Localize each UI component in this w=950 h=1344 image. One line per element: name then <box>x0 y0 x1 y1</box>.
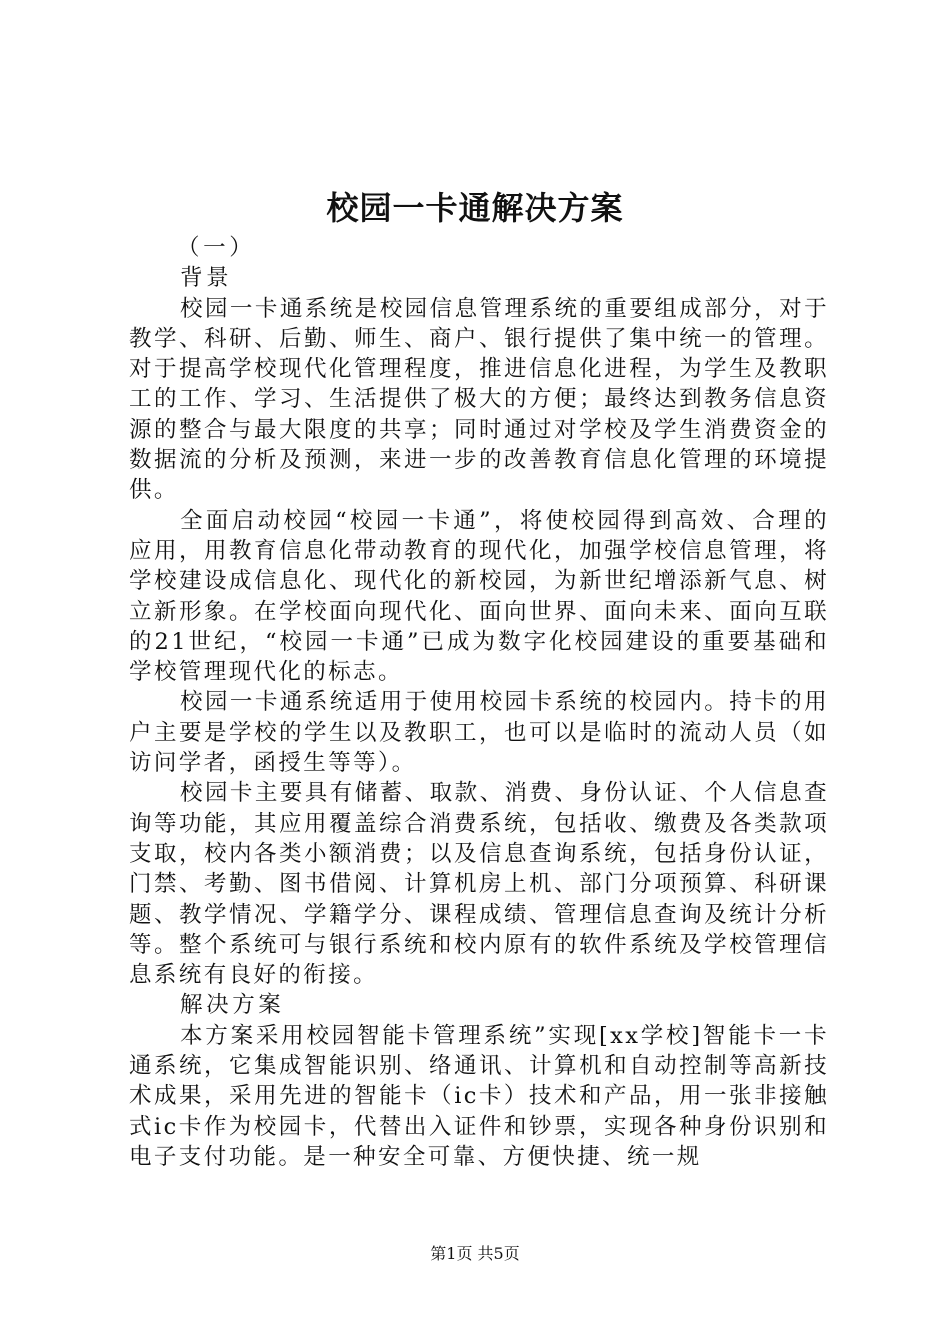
document-body <box>129 233 829 1172</box>
paragraph: 本方案采用校园智能卡管理系统”实现[xx学校]智能卡一卡通系统，它集成智能识别、络通讯、计算机和自动控制等高新技术成果，采用先进的智能卡（ic卡）技术和产品，用一张非接触式ic卡作为校园卡，代替出入证件和钞票，实现各种身份识别和电子支付功能。是一种安全可靠、方便快捷、统一规 <box>129 1022 829 1170</box>
paragraph: 校园卡主要具有储蓄、取款、消费、身份认证、个人信息查询等功能，其应用覆盖综合消费系统，包括收、缴费及各类款项支取，校内各类小额消费；以及信息查询系统，包括身份认证，门禁、考勤、图书借阅、计算机房上机、部门分项预算、科研课题、教学情况、学籍学分、课程成绩、管理信息查询及统计分析等。整个系统可与银行系统和校内原有的软件系统及学校管理信息系统有良好的衔接。 <box>129 780 829 989</box>
page-footer: 第1页 共5页 <box>430 1244 520 1263</box>
heading-solution: 解决方案 <box>180 992 285 1019</box>
document-title: 校园一卡通解决方案 <box>326 189 624 227</box>
section-marker: （一） <box>177 235 256 261</box>
paragraph: 校园一卡通系统是校园信息管理系统的重要组成部分，对于教学、科研、后勤、师生、商户、银行提供了集中统一的管理。对于提高学校现代化管理程度，推进信息化进程，为学生及教职工的工作、学习、生活提供了极大的方便；最终达到教务信息资源的整合与最大限度的共享；同时通过对学校及学生消费资金的数据流的分析及预测，来进一步的改善教育信息化管理的环境提供。 <box>129 295 829 504</box>
heading-background: 背景 <box>180 265 233 292</box>
paragraph: 校园一卡通系统适用于使用校园卡系统的校园内。持卡的用户主要是学校的学生以及教职工，也可以是临时的流动人员（如访问学者，函授生等等）。 <box>129 689 829 777</box>
paragraph: 全面启动校园“校园一卡通”，将使校园得到高效、合理的应用，用教育信息化带动教育的现代化，加强学校信息管理，将学校建设成信息化、现代化的新校园，为新世纪增添新气息、树立新形象。在学校面向现代化、面向世界、面向未来、面向互联的21世纪，“校园一卡通”已成为数字化校园建设的重要基础和学校管理现代化的标志。 <box>129 507 829 686</box>
